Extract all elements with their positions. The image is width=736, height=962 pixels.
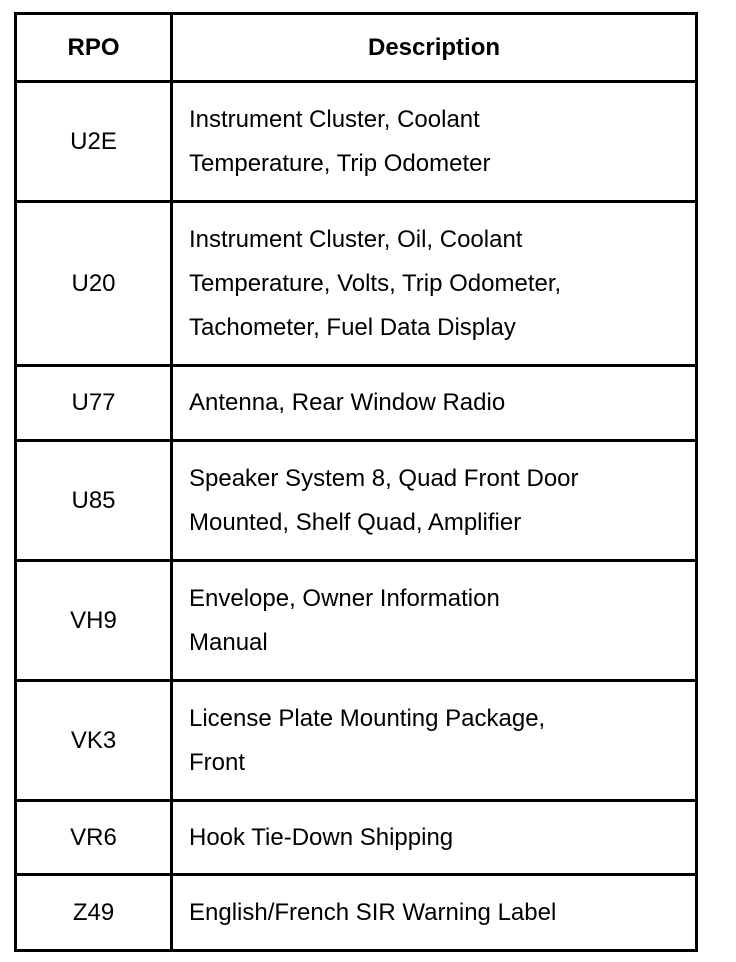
rpo-code-cell: VK3: [16, 681, 172, 801]
description-cell: [172, 801, 697, 875]
description-line: Instrument Cluster, Coolant: [189, 105, 480, 133]
table-row: [16, 366, 697, 441]
description-cell: [172, 82, 697, 202]
table-body: [16, 82, 697, 951]
rpo-code-cell: U20: [16, 202, 172, 366]
description-cell: [172, 202, 697, 366]
description-line: Mounted, Shelf Quad, Amplifier: [189, 508, 522, 536]
table-row: [16, 202, 697, 366]
header-description: Description: [172, 14, 697, 82]
description-cell: [172, 441, 697, 561]
description-line: Tachometer, Fuel Data Display: [189, 313, 516, 341]
rpo-table: [14, 12, 698, 952]
description-line: Speaker System 8, Quad Front Door: [189, 464, 579, 492]
description-line: License Plate Mounting Package,: [189, 704, 546, 732]
description-line: Temperature, Trip Odometer: [189, 149, 491, 177]
rpo-code-cell: U85: [16, 441, 172, 561]
description-line: Hook Tie-Down Shipping: [189, 823, 454, 851]
description-cell: [172, 875, 697, 951]
rpo-code-cell: VR6: [16, 801, 172, 875]
description-cell: [172, 681, 697, 801]
description-line: Envelope, Owner Information: [189, 584, 500, 612]
rpo-code-cell: U77: [16, 366, 172, 441]
header-rpo: RPO: [16, 14, 172, 82]
description-line: Instrument Cluster, Oil, Coolant: [189, 225, 523, 253]
rpo-code-cell: Z49: [16, 875, 172, 951]
header-row: [16, 14, 697, 82]
table-row: [16, 82, 697, 202]
description-cell: [172, 366, 697, 441]
table-row: [16, 441, 697, 561]
description-line: English/French SIR Warning Label: [189, 898, 557, 926]
rpo-code-cell: U2E: [16, 82, 172, 202]
description-line: Temperature, Volts, Trip Odometer,: [189, 269, 562, 297]
description-line: Antenna, Rear Window Radio: [189, 389, 506, 416]
description-line: Manual: [189, 628, 268, 656]
table-row: [16, 561, 697, 681]
table-row: [16, 875, 697, 951]
table-row: [16, 681, 697, 801]
description-cell: [172, 561, 697, 681]
rpo-code-cell: VH9: [16, 561, 172, 681]
description-line: Front: [189, 748, 246, 776]
table-row: [16, 801, 697, 875]
